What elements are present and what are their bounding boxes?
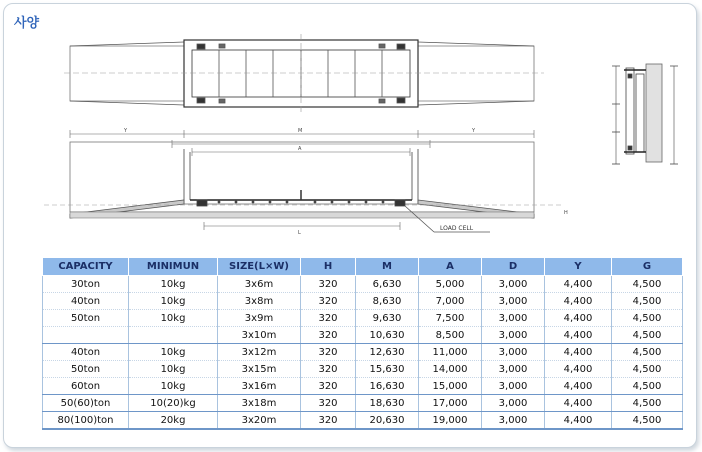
cell-a: 17,000: [419, 395, 482, 412]
cell-m: 10,630: [356, 327, 419, 344]
table-row: [43, 327, 683, 344]
cell-size: 3x12m: [218, 344, 301, 361]
cell-size: 3x15m: [218, 361, 301, 378]
cell-m: 12,630: [356, 344, 419, 361]
cell-g: 4,500: [612, 327, 683, 344]
cell-minimun: [129, 327, 218, 344]
cell-m: 9,630: [356, 310, 419, 327]
cell-minimun: 10kg: [129, 276, 218, 293]
cell-size: 3x10m: [218, 327, 301, 344]
cell-size: 3x18m: [218, 395, 301, 412]
cell-minimun: 10kg: [129, 344, 218, 361]
cell-y: 4,400: [545, 276, 612, 293]
dim-h-label: H: [564, 210, 568, 216]
cell-m: 15,630: [356, 361, 419, 378]
cell-d: 3,000: [482, 310, 545, 327]
cell-size: 3x8m: [218, 293, 301, 310]
cell-g: 4,500: [612, 361, 683, 378]
header-a: A: [419, 258, 482, 276]
cell-capacity: 40ton: [43, 344, 129, 361]
cell-minimun: 20kg: [129, 412, 218, 430]
cell-h: 320: [301, 310, 356, 327]
cell-y: 4,400: [545, 293, 612, 310]
cell-h: 320: [301, 276, 356, 293]
table-row: [43, 310, 683, 327]
cell-g: 4,500: [612, 276, 683, 293]
cell-d: 3,000: [482, 344, 545, 361]
cell-capacity: 40ton: [43, 293, 129, 310]
header-size: SIZE(L×W): [218, 258, 301, 276]
cell-minimun: 10kg: [129, 310, 218, 327]
cell-g: 4,500: [612, 378, 683, 395]
cell-size: 3x9m: [218, 310, 301, 327]
cell-y: 4,400: [545, 344, 612, 361]
header-g: G: [612, 258, 683, 276]
dim-a-label: A: [298, 146, 302, 152]
cell-a: 15,000: [419, 378, 482, 395]
cell-minimun: 10kg: [129, 361, 218, 378]
cell-d: 3,000: [482, 395, 545, 412]
cell-m: 8,630: [356, 293, 419, 310]
cell-y: 4,400: [545, 412, 612, 430]
cell-d: 3,000: [482, 361, 545, 378]
header-minimun: MINIMUN: [129, 258, 218, 276]
spec-panel: [3, 3, 697, 448]
cell-g: 4,500: [612, 395, 683, 412]
truck-scale-drawing: [4, 4, 696, 254]
cell-d: 3,000: [482, 293, 545, 310]
cell-minimun: 10kg: [129, 293, 218, 310]
spec-table: [42, 257, 683, 430]
cell-a: 8,500: [419, 327, 482, 344]
cell-h: 320: [301, 378, 356, 395]
dim-ramp-right-label: Y: [472, 128, 476, 134]
table-row: [43, 344, 683, 361]
cell-g: 4,500: [612, 310, 683, 327]
cell-g: 4,500: [612, 293, 683, 310]
cell-h: 320: [301, 293, 356, 310]
table-row: [43, 395, 683, 412]
header-d: D: [482, 258, 545, 276]
cell-a: 7,500: [419, 310, 482, 327]
cell-m: 18,630: [356, 395, 419, 412]
header-capacity: CAPACITY: [43, 258, 129, 276]
cell-h: 320: [301, 395, 356, 412]
plan-view: [64, 34, 544, 112]
cell-y: 4,400: [545, 378, 612, 395]
cell-g: 4,500: [612, 412, 683, 430]
cell-d: 3,000: [482, 412, 545, 430]
dim-l-label: L: [298, 230, 301, 236]
cell-capacity: 30ton: [43, 276, 129, 293]
cell-d: 3,000: [482, 276, 545, 293]
table-row: [43, 378, 683, 395]
elevation-view: [44, 142, 564, 232]
table-row: [43, 412, 683, 430]
cell-h: 320: [301, 412, 356, 430]
cell-capacity: [43, 327, 129, 344]
cell-size: 3x6m: [218, 276, 301, 293]
cell-size: 3x16m: [218, 378, 301, 395]
dim-m-label: M: [298, 128, 303, 134]
cell-d: 3,000: [482, 378, 545, 395]
cell-a: 14,000: [419, 361, 482, 378]
header-y: Y: [545, 258, 612, 276]
load-cell-label: LOAD CELL: [440, 225, 474, 232]
table-row: [43, 361, 683, 378]
cell-capacity: 50ton: [43, 361, 129, 378]
cell-m: 16,630: [356, 378, 419, 395]
table-row: [43, 293, 683, 310]
cell-a: 11,000: [419, 344, 482, 361]
cell-h: 320: [301, 361, 356, 378]
cell-a: 5,000: [419, 276, 482, 293]
cell-h: 320: [301, 344, 356, 361]
cell-y: 4,400: [545, 361, 612, 378]
cell-capacity: 80(100)ton: [43, 412, 129, 430]
cell-capacity: 50(60)ton: [43, 395, 129, 412]
cell-capacity: 60ton: [43, 378, 129, 395]
cell-y: 4,400: [545, 395, 612, 412]
header-h: H: [301, 258, 356, 276]
cell-minimun: 10(20)kg: [129, 395, 218, 412]
cell-y: 4,400: [545, 327, 612, 344]
dim-ramp-left-label: Y: [124, 128, 128, 134]
section-view: [612, 64, 678, 164]
table-header-row: [43, 258, 683, 276]
cell-h: 320: [301, 327, 356, 344]
cell-g: 4,500: [612, 344, 683, 361]
table-row: [43, 276, 683, 293]
cell-a: 19,000: [419, 412, 482, 430]
cell-y: 4,400: [545, 310, 612, 327]
cell-capacity: 50ton: [43, 310, 129, 327]
cell-a: 7,000: [419, 293, 482, 310]
cell-m: 6,630: [356, 276, 419, 293]
cell-size: 3x20m: [218, 412, 301, 430]
header-m: M: [356, 258, 419, 276]
cell-minimun: 10kg: [129, 378, 218, 395]
cell-m: 20,630: [356, 412, 419, 430]
cell-d: 3,000: [482, 327, 545, 344]
page-title: 사양: [14, 16, 40, 31]
